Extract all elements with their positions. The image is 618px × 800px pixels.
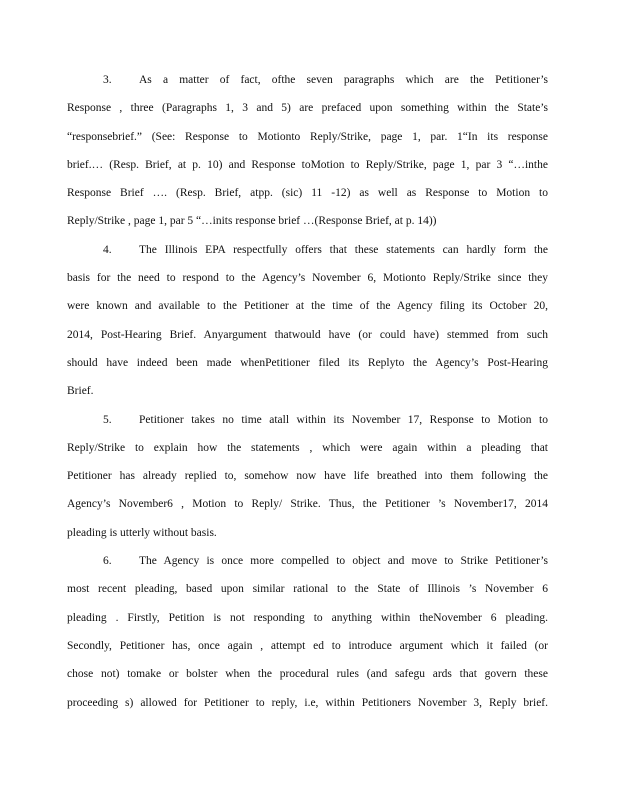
line-text: The Illinois EPA respectfully offers that these statements can hardly form the	[139, 243, 548, 256]
document-body	[67, 66, 548, 717]
paragraph-4	[67, 236, 548, 406]
paragraph-line: 2014, Post-Hearing Brief. Anyargument thatwould have (or could have) stemmed from such	[67, 328, 548, 341]
paragraph-line: pleading is utterly without basis.	[67, 526, 217, 539]
line-text: The Agency is once more compelled to object and move to Strike Petitioner’s	[139, 555, 548, 568]
paragraph-line	[67, 236, 548, 264]
paragraph-number: 3.	[103, 74, 112, 86]
paragraph-line: brief.… (Resp. Brief, at p. 10) and Response toMotion to Reply/Strike, page 1, par 3 “…inthe	[67, 158, 548, 171]
paragraph-number: 5.	[103, 413, 112, 426]
paragraph-line: Response , three (Paragraphs 1, 3 and 5) are prefaced upon something within the State’s	[67, 102, 548, 115]
paragraph-line: Reply/Strike to explain how the statements , which were again within a pleading that	[67, 441, 548, 454]
paragraph-line: Reply/Strike , page 1, par 5 “…inits response brief …(Response Brief, at p. 14))	[67, 215, 437, 228]
paragraph-line: Secondly, Petitioner has, once again , attempt ed to introduce argument which it failed (or	[67, 639, 548, 652]
paragraph-line: most recent pleading, based upon similar rational to the State of Illinois ’s November 6	[67, 583, 548, 596]
line-text: As a matter of fact, ofthe seven paragraphs which are the Petitioner’s	[139, 74, 548, 86]
paragraph-number: 4.	[103, 243, 112, 256]
paragraph-line: were known and available to the Petitioner at the time of the Agency filing its October 20,	[67, 300, 548, 313]
paragraph-line	[67, 66, 548, 94]
paragraph-6	[67, 547, 548, 717]
paragraph-line: Response Brief …. (Resp. Brief, atpp. (sic) 11 -12) as well as Response to Motion to	[67, 187, 548, 200]
paragraph-line	[67, 547, 548, 575]
paragraph-line: should have indeed been made whenPetitioner filed its Replyto the Agency’s Post-Hearing	[67, 356, 548, 369]
paragraph-line: Petitioner has already replied to, somehow now have life breathed into them following the	[67, 470, 548, 483]
paragraph-line: basis for the need to respond to the Agency’s November 6, Motionto Reply/Strike since they	[67, 272, 548, 285]
paragraph-line: proceeding s) allowed for Petitioner to reply, i.e, within Petitioners November 3, Reply brief.	[67, 696, 548, 709]
paragraph-line: Agency’s November6 , Motion to Reply/ Strike. Thus, the Petitioner ’s November17, 2014	[67, 498, 548, 511]
paragraph-number: 6.	[103, 555, 112, 568]
paragraph-5	[67, 406, 548, 547]
paragraph-line: chose not) tomake or bolster when the procedural rules (and safegu ards that govern these	[67, 668, 548, 681]
paragraph-line: pleading . Firstly, Petition is not responding to anything within theNovember 6 pleading.	[67, 611, 548, 624]
paragraph-line: Brief.	[67, 385, 94, 398]
paragraph-line	[67, 406, 548, 434]
paragraph-3	[67, 66, 548, 236]
paragraph-line: “responsebrief.” (See: Response to Motionto Reply/Strike, page 1, par. 1“In its response	[67, 130, 548, 143]
line-text: Petitioner takes no time atall within its November 17, Response to Motion to	[139, 413, 548, 426]
